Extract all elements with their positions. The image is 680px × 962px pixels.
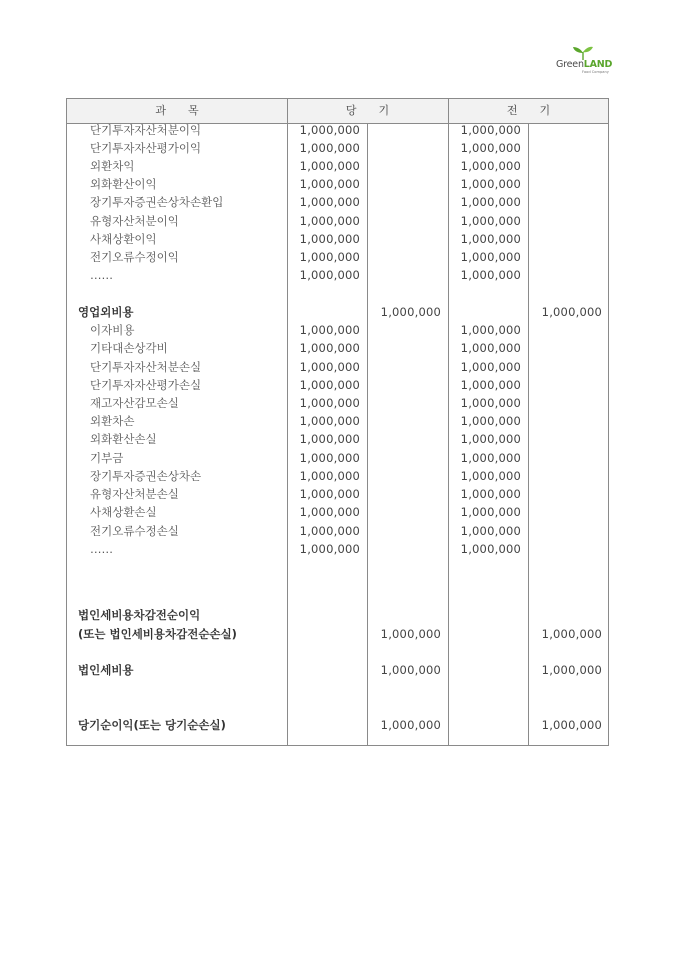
amount-c1: 1,000,000 — [299, 177, 360, 191]
table-row — [67, 394, 608, 412]
table-row — [67, 430, 608, 448]
table-row — [67, 467, 608, 485]
header-subject: 과 목 — [155, 104, 199, 117]
amount-c3: 1,000,000 — [460, 378, 521, 392]
account-label: 단기투자자산평가손실 — [90, 378, 202, 392]
amount-c1: 1,000,000 — [299, 414, 360, 428]
amount-c4: 1,000,000 — [541, 627, 602, 641]
table-row — [67, 248, 608, 266]
section-label: 법인세비용차감전순이익 — [78, 608, 201, 622]
account-label: 장기투자증권손상차손환입 — [90, 195, 224, 209]
account-label: 장기투자증권손상차손 — [90, 469, 202, 483]
amount-c1: 1,000,000 — [299, 123, 360, 137]
amount-c1: 1,000,000 — [299, 214, 360, 228]
table-section-row — [67, 303, 608, 321]
table-row — [67, 175, 608, 193]
amount-c3: 1,000,000 — [460, 159, 521, 173]
amount-c1: 1,000,000 — [299, 451, 360, 465]
table-row — [67, 358, 608, 376]
amount-c3: 1,000,000 — [460, 214, 521, 228]
amount-c1: 1,000,000 — [299, 323, 360, 337]
amount-c2: 1,000,000 — [380, 718, 441, 732]
account-label: 사채상환손실 — [90, 505, 157, 519]
table-row — [67, 193, 608, 211]
table-row — [67, 339, 608, 357]
amount-c3: 1,000,000 — [460, 341, 521, 355]
amount-c3: 1,000,000 — [460, 323, 521, 337]
table-row — [67, 321, 608, 339]
amount-c3: 1,000,000 — [460, 268, 521, 282]
amount-c3: 1,000,000 — [460, 469, 521, 483]
amount-c3: 1,000,000 — [460, 123, 521, 137]
table-row — [67, 230, 608, 248]
account-label: 전기오류수정이익 — [90, 250, 179, 264]
sprout-icon — [572, 46, 594, 60]
amount-c3: 1,000,000 — [460, 195, 521, 209]
amount-c2: 1,000,000 — [380, 305, 441, 319]
amount-c1: 1,000,000 — [299, 341, 360, 355]
account-label: 단기투자자산평가이익 — [90, 141, 202, 155]
table-row — [67, 266, 608, 284]
amount-c4: 1,000,000 — [541, 718, 602, 732]
account-label: 기부금 — [90, 451, 124, 465]
table-row — [67, 412, 608, 430]
logo-tagline: Food Company — [582, 70, 609, 74]
account-label: …… — [90, 542, 113, 556]
section-label: 당기순이익(또는 당기순손실) — [78, 718, 226, 732]
account-label: 재고자산감모손실 — [90, 396, 179, 410]
table-section-row — [67, 661, 608, 679]
amount-c3: 1,000,000 — [460, 524, 521, 538]
section-label: 법인세비용 — [78, 663, 134, 677]
header-previous-period: 전 기 — [506, 104, 551, 117]
amount-c3: 1,000,000 — [460, 232, 521, 246]
table-row — [67, 212, 608, 230]
logo-land: LAND — [583, 59, 613, 70]
table-section-row — [67, 606, 608, 624]
section-label: 영업외비용 — [78, 305, 134, 319]
table-section-row — [67, 716, 608, 734]
account-label: 외화환산손실 — [90, 432, 157, 446]
header-current-period: 당 기 — [345, 104, 390, 117]
amount-c1: 1,000,000 — [299, 505, 360, 519]
amount-c2: 1,000,000 — [380, 627, 441, 641]
amount-c1: 1,000,000 — [299, 524, 360, 538]
company-logo — [552, 46, 616, 78]
account-label: 외환차손 — [90, 414, 135, 428]
amount-c3: 1,000,000 — [460, 250, 521, 264]
account-label: 사채상환이익 — [90, 232, 157, 246]
amount-c1: 1,000,000 — [299, 487, 360, 501]
amount-c3: 1,000,000 — [460, 505, 521, 519]
account-label: 외환차익 — [90, 159, 135, 173]
amount-c1: 1,000,000 — [299, 360, 360, 374]
amount-c1: 1,000,000 — [299, 469, 360, 483]
account-label: 유형자산처분이익 — [90, 214, 179, 228]
account-label: 외화환산이익 — [90, 177, 157, 191]
account-label: 기타대손상각비 — [90, 341, 168, 355]
amount-c3: 1,000,000 — [460, 414, 521, 428]
amount-c1: 1,000,000 — [299, 268, 360, 282]
account-label: 이자비용 — [90, 323, 135, 337]
table-row — [67, 503, 608, 521]
account-label: …… — [90, 268, 113, 282]
amount-c4: 1,000,000 — [541, 663, 602, 677]
amount-c1: 1,000,000 — [299, 432, 360, 446]
amount-c3: 1,000,000 — [460, 396, 521, 410]
table-row — [67, 376, 608, 394]
amount-c3: 1,000,000 — [460, 360, 521, 374]
amount-c1: 1,000,000 — [299, 141, 360, 155]
account-label: 유형자산처분손실 — [90, 487, 179, 501]
income-statement-table — [66, 98, 609, 746]
table-row — [67, 540, 608, 558]
amount-c1: 1,000,000 — [299, 396, 360, 410]
amount-c1: 1,000,000 — [299, 250, 360, 264]
amount-c1: 1,000,000 — [299, 195, 360, 209]
section-label: (또는 법인세비용차감전순손실) — [78, 627, 237, 641]
logo-green: Green — [556, 59, 584, 70]
account-label: 단기투자자산처분이익 — [90, 123, 202, 137]
table-row — [67, 485, 608, 503]
amount-c1: 1,000,000 — [299, 232, 360, 246]
amount-c3: 1,000,000 — [460, 432, 521, 446]
amount-c1: 1,000,000 — [299, 159, 360, 173]
table-row — [67, 139, 608, 157]
account-label: 단기투자자산처분손실 — [90, 360, 202, 374]
amount-c3: 1,000,000 — [460, 451, 521, 465]
table-row — [67, 157, 608, 175]
amount-c3: 1,000,000 — [460, 177, 521, 191]
table-row — [67, 522, 608, 540]
account-label: 전기오류수정손실 — [90, 524, 179, 538]
amount-c1: 1,000,000 — [299, 542, 360, 556]
amount-c3: 1,000,000 — [460, 542, 521, 556]
table-section-row — [67, 625, 608, 643]
amount-c2: 1,000,000 — [380, 663, 441, 677]
table-row — [67, 449, 608, 467]
amount-c3: 1,000,000 — [460, 141, 521, 155]
amount-c4: 1,000,000 — [541, 305, 602, 319]
logo-wordmark — [556, 59, 612, 70]
table-row — [67, 121, 608, 139]
amount-c3: 1,000,000 — [460, 487, 521, 501]
amount-c1: 1,000,000 — [299, 378, 360, 392]
